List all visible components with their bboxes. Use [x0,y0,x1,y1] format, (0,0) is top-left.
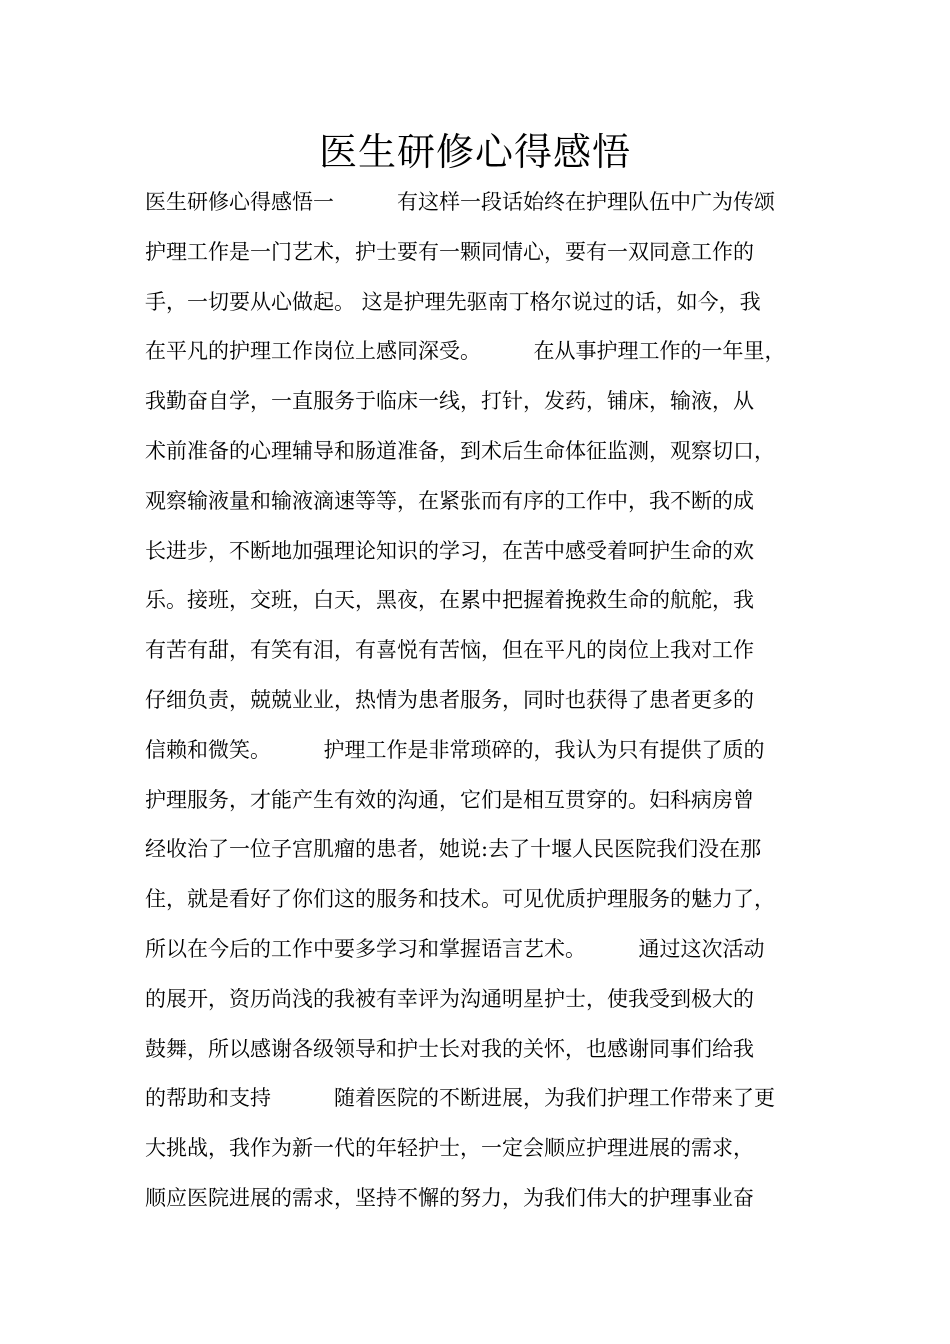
body-line: 信赖和微笑。 护理工作是非常琐碎的，我认为只有提供了质的 [145,737,765,762]
document-title: 医生研修心得感悟 [318,130,631,174]
body-line: 手，一切要从心做起。 这是护理先驱南丁格尔说过的话，如今，我 [145,289,761,314]
body-line: 我勤奋自学，一直服务于临床一线，打针，发药，铺床，输液，从 [145,389,754,414]
body-line: 的帮助和支持 随着医院的不断进展，为我们护理工作带来了更 [145,1086,775,1111]
body-line: 的展开，资历尚浅的我被有幸评为沟通明星护士，使我受到极大的 [145,986,754,1011]
body-line: 有苦有甜，有笑有泪，有喜悦有苦恼，但在平凡的岗位上我对工作 [145,638,754,663]
body-line: 护理工作是一门艺术，护士要有一颗同情心，要有一双同意工作的 [145,239,754,264]
body-line: 鼓舞，所以感谢各级领导和护士长对我的关怀，也感谢同事们给我 [145,1036,754,1061]
body-line: 仔细负责，兢兢业业，热情为患者服务，同时也获得了患者更多的 [145,687,754,712]
body-line: 顺应医院进展的需求，坚持不懈的努力，为我们伟大的护理事业奋 [145,1185,754,1210]
body-line: 大挑战，我作为新一代的年轻护士，一定会顺应护理进展的需求， [145,1136,754,1161]
body-line: 住，就是看好了你们这的服务和技术。可见优质护理服务的魅力了， [145,887,775,912]
body-line: 长进步，不断地加强理论知识的学习，在苦中感受着呵护生命的欢 [145,538,754,563]
body-line: 观察输液量和输液滴速等等，在紧张而有序的工作中，我不断的成 [145,488,754,513]
document-body [145,178,835,1224]
body-line: 护理服务，才能产生有效的沟通，它们是相互贯穿的。妇科病房曾 [145,787,754,812]
body-line: 经收治了一位子宫肌瘤的患者，她说:去了十堰人民医院我们没在那 [145,837,762,862]
body-line: 乐。接班，交班，白天，黑夜，在累中把握着挽救生命的航舵，我 [145,588,754,613]
body-line: 在平凡的护理工作岗位上感同深受。 在从事护理工作的一年里， [145,339,786,364]
body-line: 所以在今后的工作中要多学习和掌握语言艺术。 通过这次活动 [145,936,765,961]
body-line: 医生研修心得感悟一 有这样一段话始终在护理队伍中广为传颂 [145,190,775,214]
body-line: 术前准备的心理辅导和肠道准备，到术后生命体征监测，观察切口， [145,438,775,463]
